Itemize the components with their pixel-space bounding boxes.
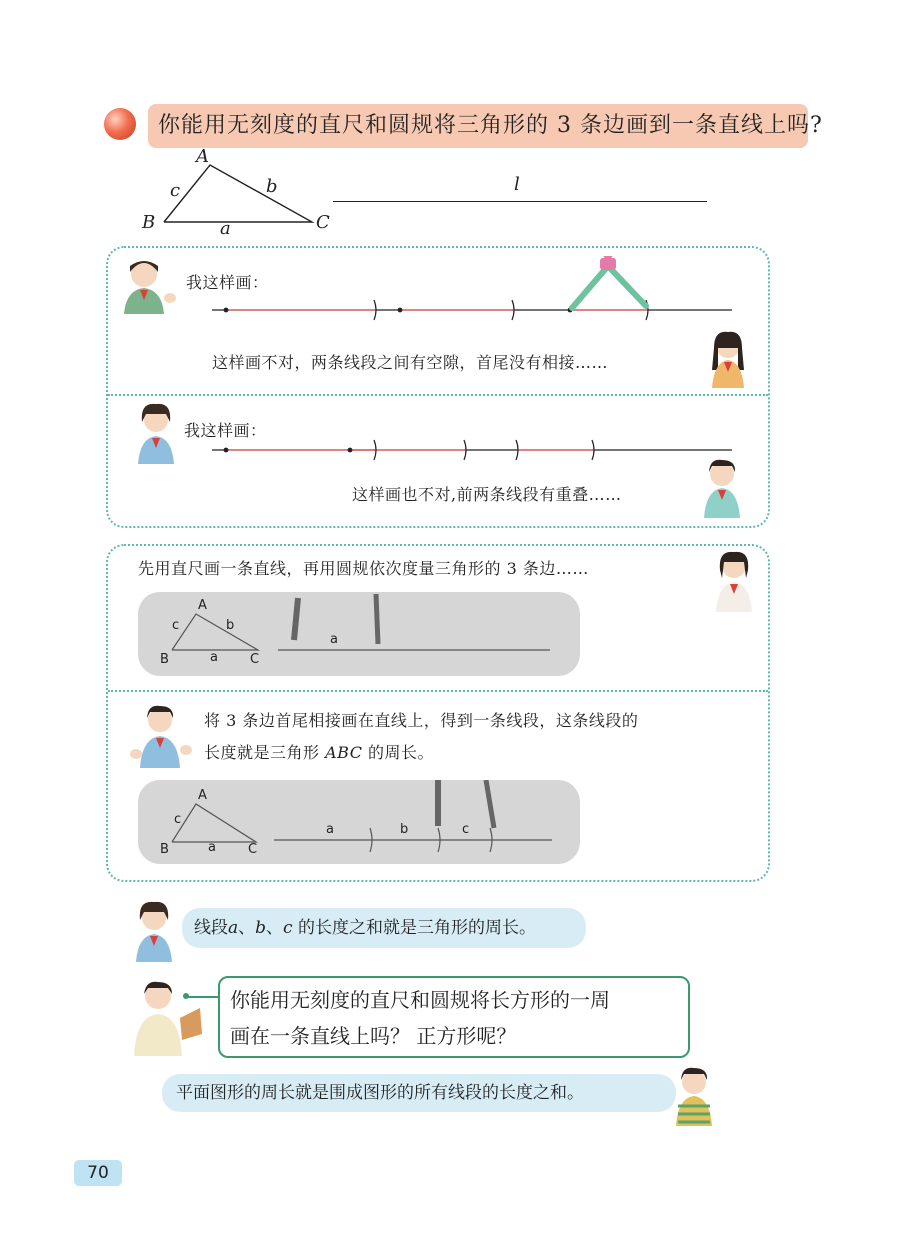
summary-b: b: [255, 918, 267, 938]
question2-line1: 你能用无刻度的直尺和圆规将长方形的一周: [230, 988, 610, 1012]
side-a-label: a: [220, 218, 231, 239]
student-girl-icon: [130, 900, 180, 962]
attempt1-comment: 这样画不对，两条线段之间有空隙，首尾没有相接……: [212, 353, 609, 372]
summary-c: c: [283, 918, 293, 938]
photo1-label-a-side: a: [210, 650, 219, 665]
student-girl-icon: [118, 256, 178, 314]
photo1-label-c-vertex: C: [250, 652, 260, 667]
vertex-b-label: B: [142, 212, 156, 233]
photo2-label-b-vertex: B: [160, 842, 170, 857]
summary-post: 的长度之和就是三角形的周长。: [292, 918, 536, 938]
photo2-label-c-vertex: C: [248, 842, 258, 857]
student-boy-icon: [672, 1066, 718, 1126]
compass-icon: [572, 256, 646, 308]
question2-pointer-dot: [183, 993, 189, 999]
student-girl-icon: [704, 330, 754, 388]
summary-sep1: 、: [238, 918, 256, 938]
photo1-label-b-vertex: B: [160, 652, 170, 667]
photo1-label-c-side: c: [172, 618, 180, 633]
triangle-abc-label: ABC: [325, 743, 363, 762]
method-step2-line2: [204, 740, 434, 763]
photo2-label-a-side: a: [208, 840, 217, 855]
photo1-label-a-vertex: A: [198, 598, 208, 613]
summary-sep2: 、: [266, 918, 284, 938]
orange-ball-icon: [104, 108, 136, 140]
photo-step1: [138, 592, 580, 676]
attempt2-comment: 这样画也不对,前两条线段有重叠……: [352, 485, 622, 504]
definition-bubble: 平面图形的周长就是围成图形的所有线段的长度之和。: [162, 1074, 676, 1112]
method-step2-text: 长度就是三角形: [204, 743, 326, 762]
photo2-label-a-vertex: A: [198, 788, 208, 803]
vertex-a-label: A: [196, 146, 209, 167]
photo2-label-c-side: c: [174, 812, 182, 827]
attempt2-diagram: [210, 430, 740, 470]
summary-pre: 线段: [194, 918, 228, 938]
side-c-label: c: [170, 180, 181, 201]
photo2-label-b-line: b: [400, 822, 409, 837]
attempt2-caption: 我这样画：: [184, 421, 267, 440]
attempt1-diagram: [210, 256, 740, 326]
question-banner: 你能用无刻度的直尺和圆规将三角形的 3 条边画到一条直线上吗?: [148, 104, 808, 148]
method-step1: 先用直尺画一条直线，再用圆规依次度量三角形的 3 条边……: [138, 559, 589, 578]
photo2-label-a-line: a: [326, 822, 335, 837]
student-girl-icon: [134, 402, 180, 464]
method-step2-line1: 将 3 条边首尾相接画在直线上，得到一条线段，这条线段的: [204, 711, 639, 730]
side-b-label: b: [266, 176, 278, 197]
photo1-label-a-line: a: [330, 632, 339, 647]
student-girl-icon: [712, 550, 756, 612]
line-l-label: l: [514, 174, 520, 195]
photo-step2: [138, 780, 580, 864]
summary-a: a: [228, 918, 239, 938]
photo1-label-b-side: b: [226, 618, 235, 633]
attempt1-caption: 我这样画：: [186, 273, 269, 292]
line-l: [333, 201, 707, 202]
page-number: 70: [74, 1160, 122, 1186]
question2-line2: 画在一条直线上吗？ 正方形呢？: [230, 1024, 517, 1048]
student-boy-icon: [696, 458, 746, 518]
photo2-label-c-line: c: [462, 822, 470, 837]
question2-bubble: [218, 976, 690, 1058]
student-boy-icon: [128, 978, 202, 1056]
attempts-divider: [108, 394, 768, 396]
method-divider: [108, 690, 768, 692]
method-step2-text-end: 的周长。: [362, 743, 435, 762]
vertex-c-label: C: [316, 212, 330, 233]
student-boy-icon: [130, 702, 192, 768]
question2-pointer: [186, 996, 218, 998]
summary-bubble: [182, 908, 586, 948]
